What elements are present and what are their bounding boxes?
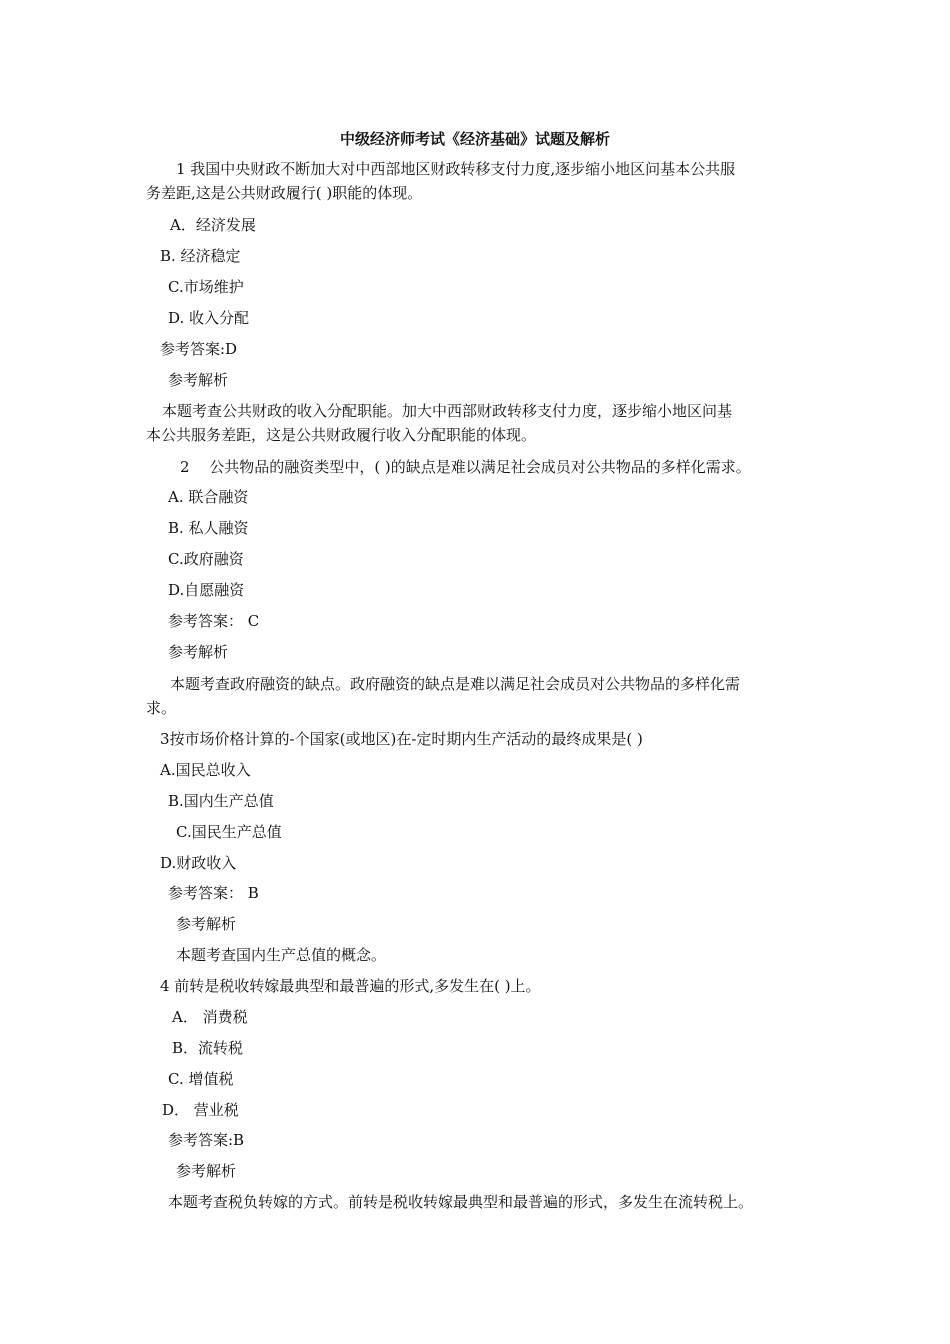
q3-option-d: D.财政收入 — [160, 854, 237, 872]
q1-analysis-label: 参考解析 — [168, 371, 229, 389]
q4-option-b: B．流转税 — [172, 1039, 244, 1057]
q1-option-d: D. 收入分配 — [168, 309, 250, 327]
q2-analysis-line2: 求。 — [146, 699, 177, 717]
q1-option-b: B. 经济稳定 — [160, 247, 241, 265]
q1-answer: 参考答案:D — [160, 340, 238, 358]
q1-analysis-line2: 本公共服务差距，这是公共财政履行收入分配职能的体现。 — [146, 426, 537, 444]
q3-answer: 参考答案： B — [168, 884, 259, 902]
q2-option-c: C.政府融资 — [168, 550, 244, 568]
q3-option-b: B.国内生产总值 — [168, 792, 274, 810]
q4-stem: 4 前转是税收转嫁最典型和最普遍的形式,多发生在( )上。 — [160, 977, 541, 995]
q2-option-b: B. 私人融资 — [168, 519, 249, 537]
q3-option-a: A.国民总收入 — [160, 761, 251, 779]
q1-stem-line1: 1 我国中央财政不断加大对中西部地区财政转移支付力度,逐步缩小地区问基本公共服 — [176, 160, 736, 178]
q4-analysis-label: 参考解析 — [176, 1162, 237, 1180]
q4-answer: 参考答案:B — [168, 1131, 245, 1149]
q3-analysis-label: 参考解析 — [176, 915, 237, 933]
q2-stem: 2 公共物品的融资类型中，( )的缺点是难以满足社会成员对公共物品的多样化需求。 — [180, 458, 751, 476]
q4-option-c: C. 增值税 — [168, 1070, 234, 1088]
q2-analysis-line1: 本题考查政府融资的缺点。政府融资的缺点是难以满足社会成员对公共物品的多样化需 — [170, 675, 741, 693]
document-title: 中级经济师考试《经济基础》试题及解析 — [339, 130, 610, 148]
q3-option-c: C.国民生产总值 — [176, 823, 282, 841]
q2-answer: 参考答案： C — [168, 612, 260, 630]
q3-stem: 3按市场价格计算的-个国家(或地区)在-定时期内生产活动的最终成果是( ) — [160, 730, 643, 748]
q1-option-a: A．经济发展 — [170, 216, 256, 234]
q2-option-d: D.自愿融资 — [168, 581, 245, 599]
q1-stem-line2: 务差距,这是公共财政履行( )职能的体现。 — [146, 184, 423, 202]
q2-analysis-label: 参考解析 — [168, 643, 229, 661]
q4-option-a: A． 消费税 — [172, 1008, 248, 1026]
q4-analysis-line1: 本题考查税负转嫁的方式。前转是税收转嫁最典型和最普遍的形式，多发生在流转税上。 — [168, 1193, 754, 1211]
q4-option-d: D． 营业税 — [162, 1101, 239, 1119]
q1-analysis-line1: 本题考查公共财政的收入分配职能。加大中西部财政转移支付力度，逐步缩小地区问基 — [162, 402, 733, 420]
q1-option-c: C.市场维护 — [168, 278, 244, 296]
q2-option-a: A. 联合融资 — [168, 488, 249, 506]
q3-analysis-line1: 本题考查国内生产总值的概念。 — [176, 946, 387, 964]
